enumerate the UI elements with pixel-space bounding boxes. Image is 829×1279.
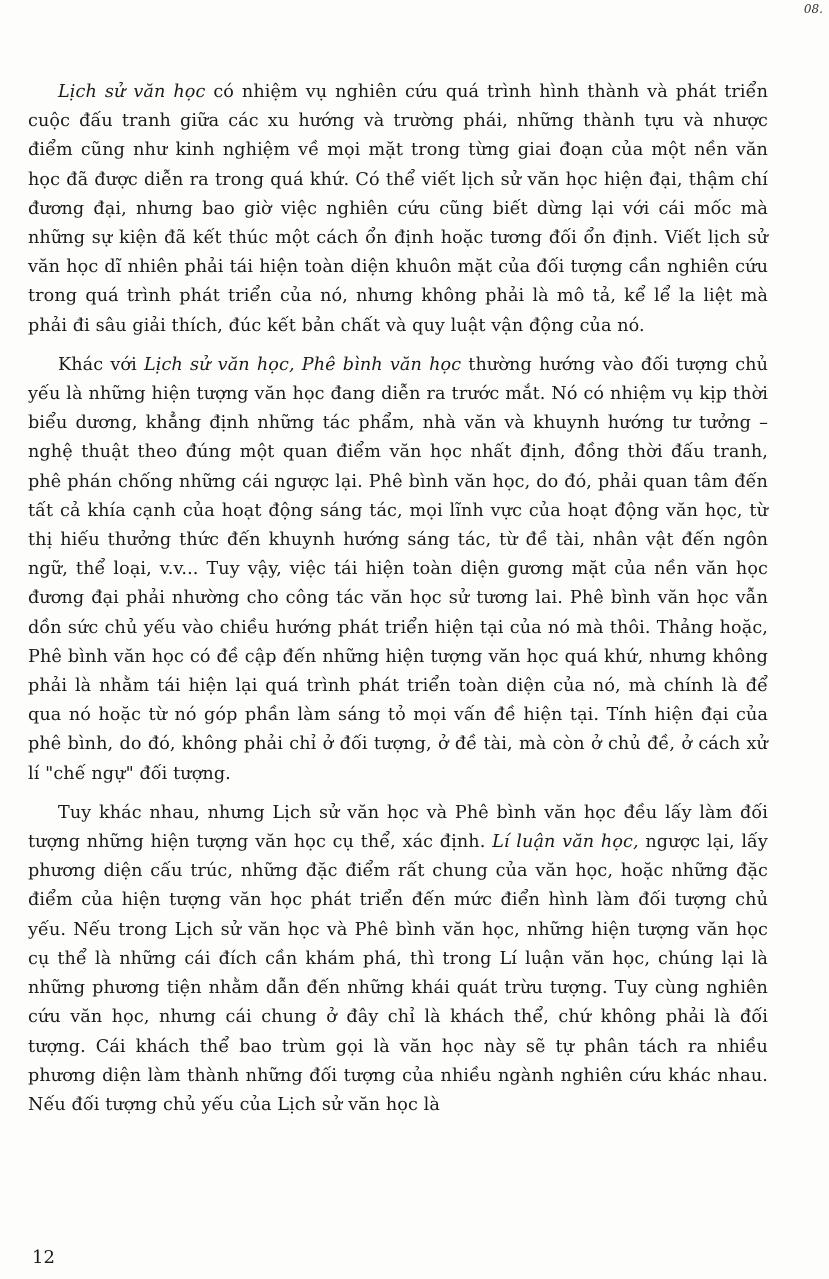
page-number: 12 (32, 1247, 55, 1268)
italic-term: Lí luận văn học, (492, 832, 639, 853)
text-run: thường hướng vào đối tượng chủ yếu là những hiện tượng văn học đang diễn ra trước mắt. Nó có nhiệm vụ kịp thời biểu dương, khẳng định những tác phẩm, nhà văn và khuynh hướng tư tưởng – nghệ thuật theo đúng một quan điểm văn học nhất định, đồng thời đấu tranh, phê phán chống những cái ngược lại. Phê bình văn học, do đó, phải quan tâm đến tất cả khía cạnh của hoạt động sáng tác, mọi lĩnh vực của hoạt động văn học, từ thị hiếu thưởng thức đến khuynh hướng sáng tác, từ đề tài, nhân vật đến ngôn ngữ, thể loại, v.v... Tuy vậy, việc tái hiện toàn diện gương mặt của nền văn học đương đại phải nhường cho công tác văn học sử tương lai. Phê bình văn học vẫn dồn sức chủ yếu vào chiều hướng phát triển hiện tại của nó mà thôi. Thảng hoặc, Phê bình văn học có đề cập đến những hiện tượng văn học quá khứ, nhưng không phải là nhằm tái hiện lại quá trình phát triển toàn diện của nó, mà chính là để qua nó hoặc từ nó góp phần làm sáng tỏ mọi vấn đề hiện tại. Tính hiện đại của phê bình, do đó, không phải chỉ ở đối tượng, ở đề tài, mà còn ở chủ đề, ở cách xử lí "chế ngự" đối tượng. (28, 354, 769, 784)
text-run: Khác với (58, 354, 144, 375)
paragraph-3 (28, 799, 768, 1120)
paragraph-1 (28, 78, 768, 341)
text-run: ngược lại, lấy phương diện cấu trúc, những đặc điểm rất chung của văn học, hoặc những đặc điểm của hiện tượng văn học phát triển đến mức điển hình làm đối tượng chủ yếu. Nếu trong Lịch sử văn học và Phê bình văn học, những hiện tượng văn học cụ thể là những cái đích cần khám phá, thì trong Lí luận văn học, chúng lại là những phương tiện nhằm dẫn đến những khái quát trừu tượng. Tuy cùng nghiên cứu văn học, nhưng cái chung ở đây chỉ là khách thể, chứ không phải là đối tượng. Cái khách thể bao trùm gọi là văn học này sẽ tự phân tách ra nhiều phương diện làm thành những đối tượng của nhiều ngành nghiên cứu khác nhau. Nếu đối tượng chủ yếu của Lịch sử văn học là (28, 832, 768, 1115)
corner-mark: 08. (803, 2, 823, 16)
body-text (28, 78, 768, 1120)
italic-term: Lịch sử văn học (58, 82, 206, 102)
text-run: có nhiệm vụ nghiên cứu quá trình hình thành và phát triển cuộc đấu tranh giữa các xu hướng và trường phái, những thành tựu và nhược điểm cũng như kinh nghiệm về mọi mặt trong từng giai đoạn của một nền văn học đã được diễn ra trong quá khứ. Có thể viết lịch sử văn học hiện đại, thậm chí đương đại, nhưng bao giờ việc nghiên cứu cũng biết dừng lại với cái mốc mà những sự kiện đã kết thúc một cách ổn định hoặc tương đối ổn định. Viết lịch sử văn học dĩ nhiên phải tái hiện toàn diện khuôn mặt của đối tượng cần nghiên cứu trong quá trình phát triển của nó, nhưng không phải là mô tả, kể lể la liệt mà phải đi sâu giải thích, đúc kết bản chất và quy luật vận động của nó. (28, 82, 768, 336)
italic-term: Lịch sử văn học, Phê bình văn học (143, 354, 462, 375)
text-run: Tuy khác nhau, nhưng Lịch sử văn học và Phê bình văn học đều lấy làm đối tượng những hiện tượng văn học cụ thể, xác định. (28, 802, 768, 853)
paragraph-2 (28, 351, 768, 789)
